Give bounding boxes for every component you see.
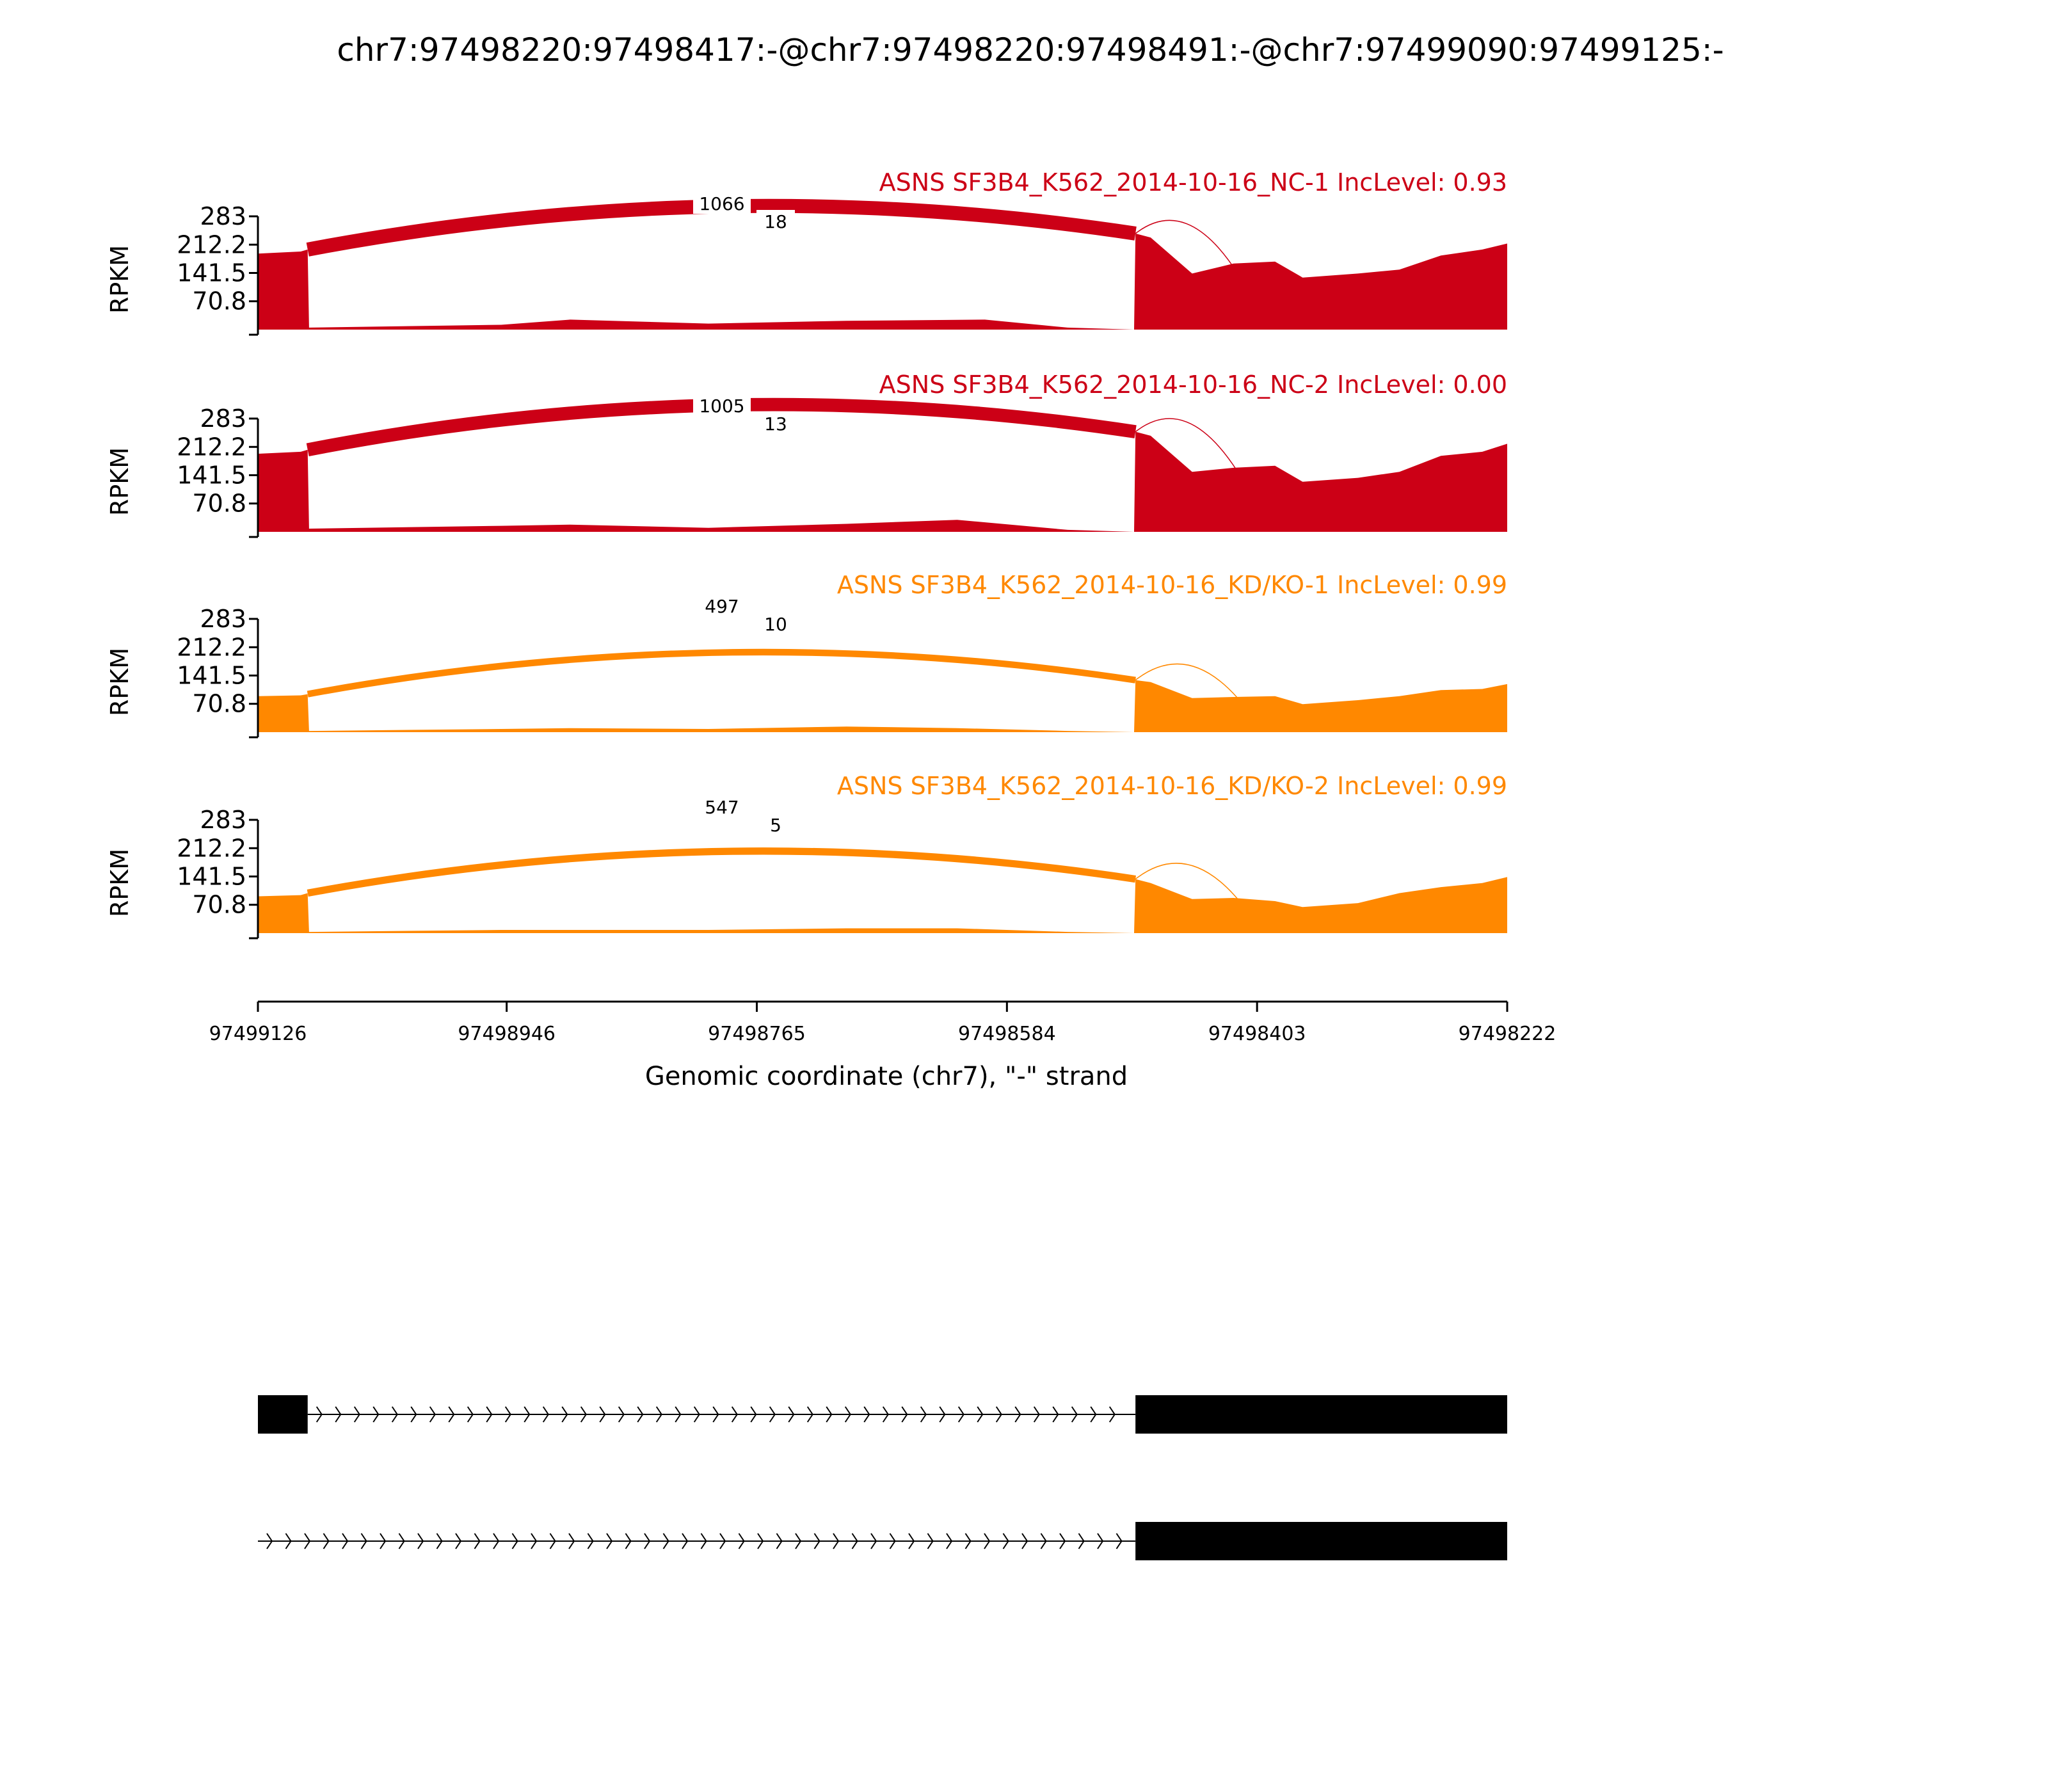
y-tick-label: 212.2 [177,433,246,461]
y-tick-label: 212.2 [177,834,246,863]
y-tick-label: 141.5 [177,862,246,891]
junction-label: 547 [705,797,739,818]
exon-block [258,1395,308,1434]
y-tick-label: 283 [200,404,246,433]
y-tick-label: 283 [200,202,246,230]
exon-block [1135,1522,1507,1560]
panel-3 [106,571,1507,737]
panel-title: ASNS SF3B4_K562_2014-10-16_NC-1 IncLevel: 0.93 [879,168,1507,196]
x-axis-label: Genomic coordinate (chr7), "-" strand [644,1062,1128,1091]
junction-label: 10 [764,614,787,635]
gene-model-2 [258,1522,1507,1560]
y-tick-label: 141.5 [177,661,246,690]
panel-1 [106,168,1507,335]
y-tick-label: 283 [200,605,246,633]
gene-model-1 [258,1395,1507,1434]
coverage-area [258,877,1507,933]
y-axis-label: RPKM [106,848,134,918]
y-tick-label: 141.5 [177,461,246,490]
y-axis-label: RPKM [106,447,134,516]
x-tick-label: 97498765 [708,1023,806,1045]
x-axis [209,1002,1556,1045]
x-tick-label: 97498584 [957,1023,1056,1045]
x-tick-label: 97498222 [1458,1023,1556,1045]
y-tick-label: 212.2 [177,230,246,259]
y-tick-label: 70.8 [192,890,246,919]
coverage-area [258,432,1507,532]
chart-title: chr7:97498220:97498417:-@chr7:97498220:97498491:-@chr7:97499090:97499125:- [337,31,1724,68]
y-tick-label: 283 [200,806,246,834]
junction-label: 1005 [699,396,745,417]
junction-label: 18 [764,211,787,232]
y-tick-label: 70.8 [192,489,246,518]
coverage-area [258,680,1507,732]
panel-title: ASNS SF3B4_K562_2014-10-16_KD/KO-2 IncLevel: 0.99 [836,772,1507,800]
panel-4 [106,772,1507,938]
junction-arc [308,652,1135,694]
y-axis-label: RPKM [106,647,134,717]
coverage-area [258,234,1507,330]
junction-label: 1066 [699,193,745,214]
junction-label: 13 [764,413,787,435]
x-tick-label: 97499126 [209,1023,307,1045]
y-axis-label: RPKM [106,244,134,314]
junction-label: 497 [705,596,739,617]
coverage-panels [106,168,1507,938]
panel-2 [106,371,1507,537]
gene-models [258,1395,1507,1560]
y-tick-label: 70.8 [192,689,246,718]
x-tick-label: 97498403 [1208,1023,1306,1045]
y-tick-label: 70.8 [192,287,246,316]
y-tick-label: 141.5 [177,259,246,287]
x-tick-label: 97498946 [458,1023,556,1045]
y-tick-label: 212.2 [177,633,246,662]
exon-block [1135,1395,1507,1434]
panel-title: ASNS SF3B4_K562_2014-10-16_NC-2 IncLevel: 0.00 [879,371,1507,399]
junction-label: 5 [770,815,781,836]
junction-arc [308,851,1135,893]
panel-title: ASNS SF3B4_K562_2014-10-16_KD/KO-1 IncLevel: 0.99 [836,571,1507,599]
